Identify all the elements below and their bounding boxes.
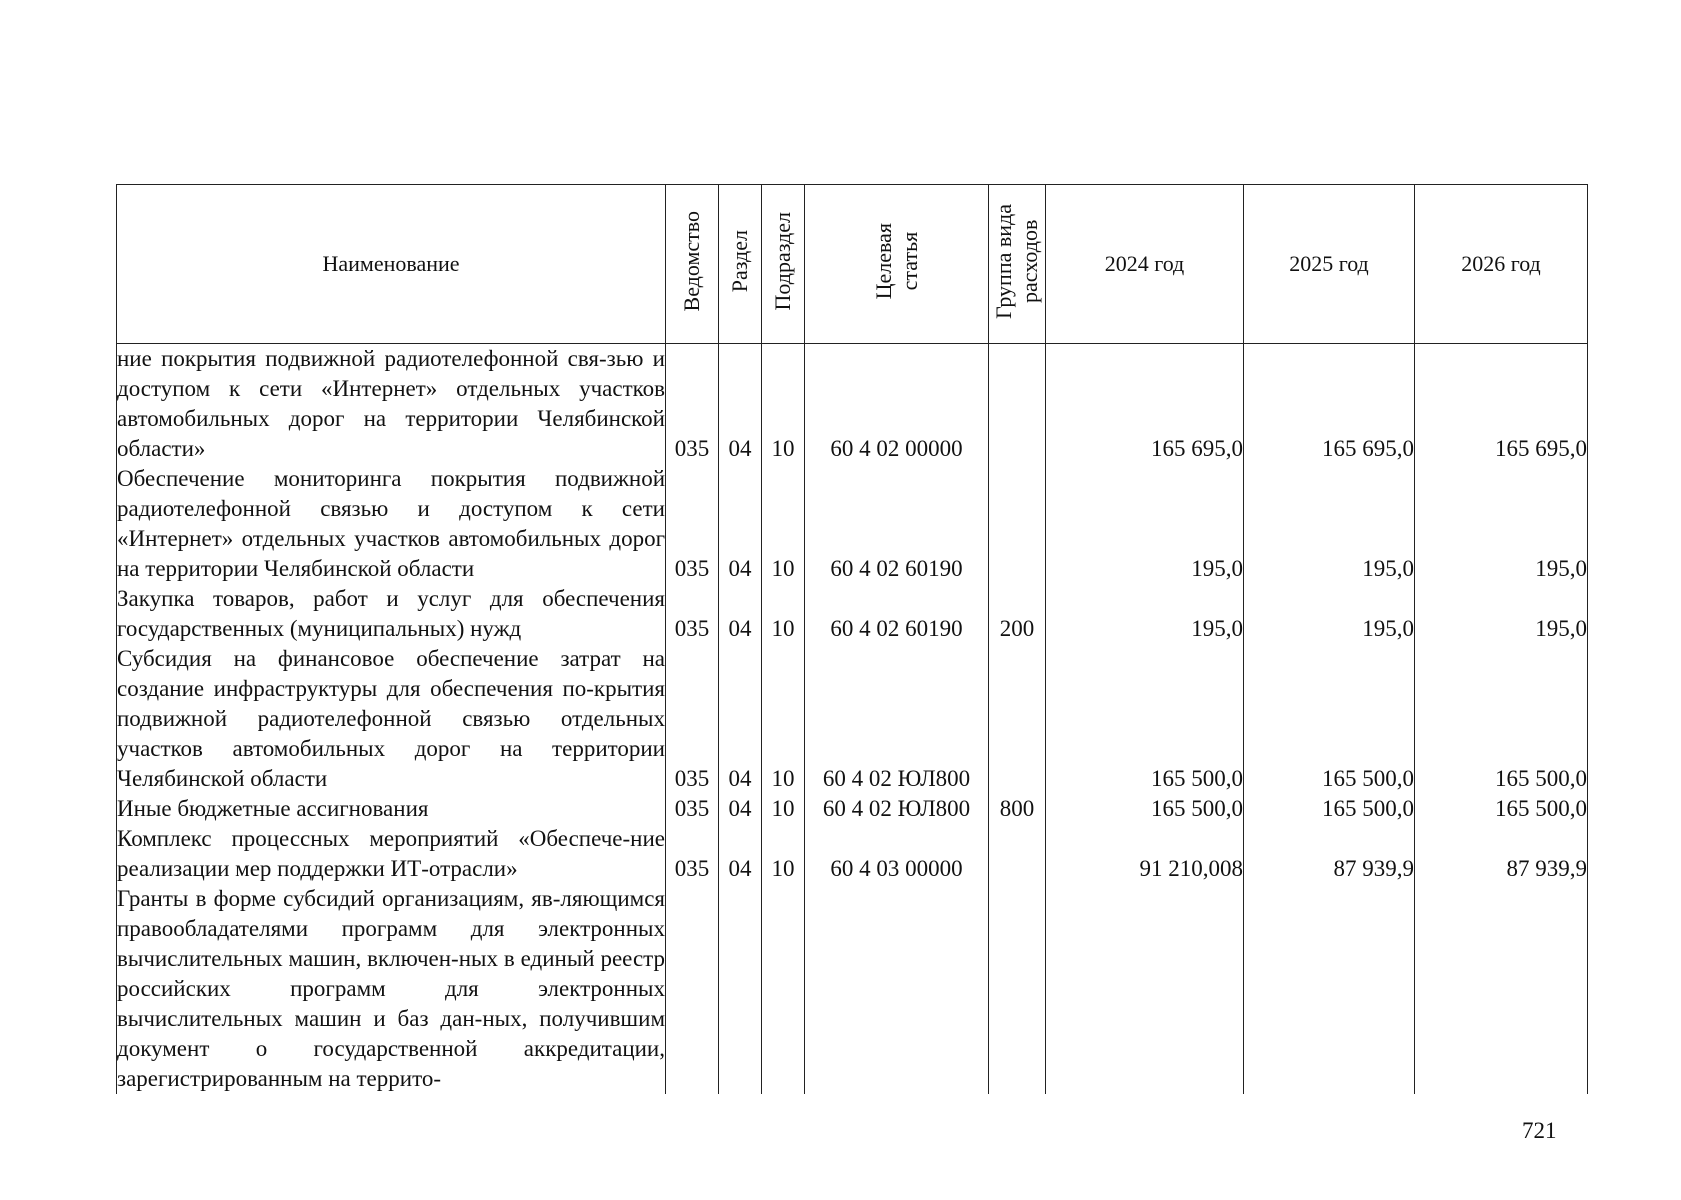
header-target-article xyxy=(805,185,989,344)
table-row xyxy=(117,344,1588,465)
table-row xyxy=(117,794,1588,824)
row-article: 60 4 02 60190 xyxy=(805,464,989,584)
row-2025: 165 695,0 xyxy=(1244,344,1415,465)
row-2026: 165 500,0 xyxy=(1415,644,1588,794)
header-expense-group-line2: расходов xyxy=(1017,219,1042,303)
header-name: Наименование xyxy=(117,185,666,344)
row-2025: 195,0 xyxy=(1244,464,1415,584)
header-expense-group-line1: Группа вида xyxy=(991,203,1016,319)
row-section xyxy=(719,884,762,1094)
row-article: 60 4 02 60190 xyxy=(805,584,989,644)
row-2026: 165 695,0 xyxy=(1415,344,1588,465)
row-agency xyxy=(666,884,719,1094)
header-subsection-label: Подраздел xyxy=(770,211,795,311)
row-subsection: 10 xyxy=(762,464,805,584)
row-name: Закупка товаров, работ и услуг для обеспечения государственных (муниципальных) нужд xyxy=(117,584,666,644)
row-group xyxy=(989,824,1046,884)
row-subsection: 10 xyxy=(762,644,805,794)
header-target-article-line2: статья xyxy=(896,231,922,291)
header-target-article-line1: Целевая xyxy=(870,222,896,300)
header-target-article-label xyxy=(871,223,923,299)
row-agency: 035 xyxy=(666,644,719,794)
row-group: 800 xyxy=(989,794,1046,824)
row-name: Обеспечение мониторинга покрытия подвижной радиотелефонной связью и доступом к сети «Интернет» отдельных участков автомобильных дорог на территории Челябинской области xyxy=(117,464,666,584)
header-2025: 2025 год xyxy=(1244,185,1415,344)
row-article: 60 4 02 ЮЛ800 xyxy=(805,794,989,824)
row-2026: 165 500,0 xyxy=(1415,794,1588,824)
row-agency: 035 xyxy=(666,344,719,465)
row-article: 60 4 02 00000 xyxy=(805,344,989,465)
table-row xyxy=(117,644,1588,794)
header-agency xyxy=(666,185,719,344)
row-2024: 165 500,0 xyxy=(1046,794,1244,824)
row-2025: 87 939,9 xyxy=(1244,824,1415,884)
row-agency: 035 xyxy=(666,584,719,644)
table-row xyxy=(117,884,1588,1094)
table-row xyxy=(117,584,1588,644)
row-2024: 195,0 xyxy=(1046,464,1244,584)
row-group xyxy=(989,644,1046,794)
row-subsection: 10 xyxy=(762,344,805,465)
row-2025 xyxy=(1244,884,1415,1094)
row-2025: 165 500,0 xyxy=(1244,644,1415,794)
row-section: 04 xyxy=(719,464,762,584)
row-subsection: 10 xyxy=(762,824,805,884)
row-2024 xyxy=(1046,884,1244,1094)
row-group xyxy=(989,884,1046,1094)
row-agency: 035 xyxy=(666,464,719,584)
row-2026 xyxy=(1415,884,1588,1094)
row-name: Комплекс процессных мероприятий «Обеспече-ние реализации мер поддержки ИТ-отрасли» xyxy=(117,824,666,884)
row-subsection: 10 xyxy=(762,584,805,644)
header-section-label: Раздел xyxy=(727,229,752,293)
table-row xyxy=(117,464,1588,584)
row-group xyxy=(989,464,1046,584)
row-section: 04 xyxy=(719,794,762,824)
row-article xyxy=(805,884,989,1094)
row-section: 04 xyxy=(719,644,762,794)
header-section xyxy=(719,185,762,344)
row-article: 60 4 03 00000 xyxy=(805,824,989,884)
row-section: 04 xyxy=(719,584,762,644)
row-2024: 165 500,0 xyxy=(1046,644,1244,794)
row-name: Иные бюджетные ассигнования xyxy=(117,794,666,824)
row-name: ние покрытия подвижной радиотелефонной свя-зью и доступом к сети «Интернет» отдельных участков автомобильных дорог на территории Челябинской области» xyxy=(117,344,666,465)
row-agency: 035 xyxy=(666,794,719,824)
header-2024: 2024 год xyxy=(1046,185,1244,344)
page-number: 721 xyxy=(1522,1118,1557,1143)
row-2026: 87 939,9 xyxy=(1415,824,1588,884)
budget-table xyxy=(116,184,1588,1094)
table-row xyxy=(117,824,1588,884)
row-2026: 195,0 xyxy=(1415,464,1588,584)
header-agency-label: Ведомство xyxy=(679,210,704,312)
row-2026: 195,0 xyxy=(1415,584,1588,644)
header-subsection xyxy=(762,185,805,344)
header-expense-group-label xyxy=(991,204,1043,319)
row-section: 04 xyxy=(719,824,762,884)
row-2024: 195,0 xyxy=(1046,584,1244,644)
row-name: Гранты в форме субсидий организациям, яв-ляющимся правообладателями программ для электронных вычислительных машин, включен-ных в единый реестр российских программ для электронных вычислительных машин и баз дан-ных, получившим документ о государственной аккредитации, зарегистрированным на террито- xyxy=(117,884,666,1094)
row-2025: 165 500,0 xyxy=(1244,794,1415,824)
row-subsection: 10 xyxy=(762,794,805,824)
row-group xyxy=(989,344,1046,465)
header-expense-group xyxy=(989,185,1046,344)
row-subsection xyxy=(762,884,805,1094)
row-group: 200 xyxy=(989,584,1046,644)
row-2024: 165 695,0 xyxy=(1046,344,1244,465)
header-2026: 2026 год xyxy=(1415,185,1588,344)
row-2025: 195,0 xyxy=(1244,584,1415,644)
row-agency: 035 xyxy=(666,824,719,884)
row-section: 04 xyxy=(719,344,762,465)
row-2024: 91 210,008 xyxy=(1046,824,1244,884)
row-article: 60 4 02 ЮЛ800 xyxy=(805,644,989,794)
row-name: Субсидия на финансовое обеспечение затрат на создание инфраструктуры для обеспечения по-крытия подвижной радиотелефонной связью отдельных участков автомобильных дорог на территории Челябинской области xyxy=(117,644,666,794)
header-row xyxy=(117,185,1588,344)
